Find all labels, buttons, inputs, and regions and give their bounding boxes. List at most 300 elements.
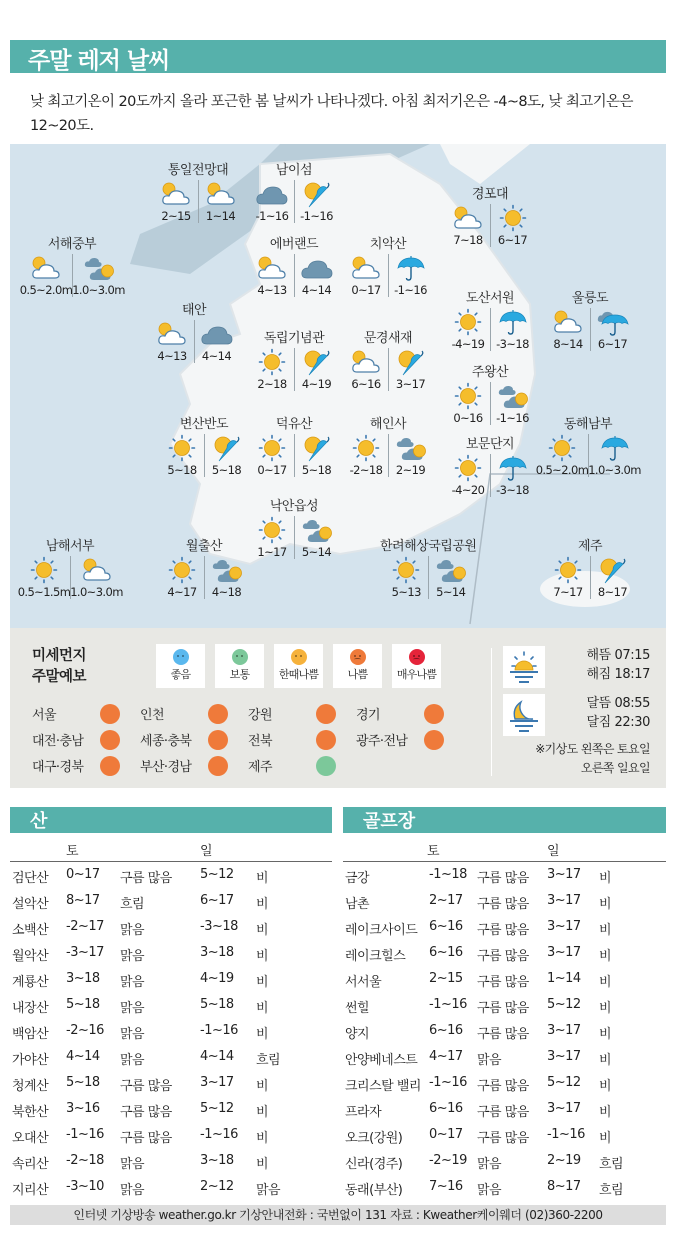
sun-icon xyxy=(27,556,61,584)
sat-weather: 구름 많음 xyxy=(477,923,529,938)
sat-weather: 맑음 xyxy=(120,1053,145,1068)
sun-temp: 3~18 xyxy=(200,945,234,960)
umbrella-icon xyxy=(496,454,530,482)
spot-temp-sat: 7~18 xyxy=(453,233,483,247)
weather-map xyxy=(10,144,666,628)
clouds-sun-icon xyxy=(210,556,244,584)
spot-name: 에버랜드 xyxy=(269,237,319,252)
sat-weather: 구름 많음 xyxy=(120,1105,172,1120)
sat-weather: 맑음 xyxy=(477,1053,502,1068)
table-row xyxy=(10,992,332,1018)
sun-temp: -1~16 xyxy=(200,1127,238,1142)
partly-cloudy-icon xyxy=(551,308,585,336)
sat-temp: 4~14 xyxy=(66,1049,100,1064)
neutral-face-icon xyxy=(232,649,248,665)
spot-temp-sun: 6~17 xyxy=(597,337,628,351)
sun-weather: 비 xyxy=(256,1001,269,1016)
sun-icon xyxy=(165,556,199,584)
location-name: 썬힐 xyxy=(345,1001,370,1016)
location-name: 내장산 xyxy=(12,1001,49,1016)
sun-icon xyxy=(496,204,530,232)
sad-face-icon xyxy=(100,756,120,776)
spot-temp-sat: 5~18 xyxy=(167,463,197,477)
location-name: 계룡산 xyxy=(12,975,49,990)
neutral-face-icon xyxy=(316,756,336,776)
cloud-umbrella-icon xyxy=(596,308,630,336)
spot-temp-sat: 7~17 xyxy=(553,585,583,599)
spot-temp-sat: -2~18 xyxy=(349,463,383,477)
sat-temp: -1~16 xyxy=(66,1127,104,1142)
divider xyxy=(491,648,492,776)
page-title-bar xyxy=(10,40,666,73)
region-name: 광주·전남 xyxy=(356,734,408,749)
table-row xyxy=(10,888,332,914)
sun-temp: 2~12 xyxy=(200,1179,234,1194)
sad-face-icon xyxy=(208,704,228,724)
sun-icon xyxy=(451,308,485,336)
sun-umbrella-icon xyxy=(596,556,630,584)
sun-weather: 비 xyxy=(599,1001,612,1016)
table-row xyxy=(343,1148,666,1174)
spot-name: 남해서부 xyxy=(45,539,95,554)
sun-temp: 3~17 xyxy=(547,893,581,908)
spot-temp-sun: 4~14 xyxy=(201,349,232,363)
spot-name: 경포대 xyxy=(471,187,509,202)
sat-temp: 0~17 xyxy=(429,1127,463,1142)
sun-weather: 비 xyxy=(599,1131,612,1146)
spot-temp-sat: 8~14 xyxy=(553,337,583,351)
sad-face-icon xyxy=(208,730,228,750)
spot-temp-sat: 4~17 xyxy=(167,585,197,599)
spot-name: 치악산 xyxy=(369,237,407,252)
spot-temp-sat: 2~15 xyxy=(161,209,191,223)
table-row xyxy=(10,1148,332,1174)
sun-weather: 비 xyxy=(256,923,269,938)
spot-name: 서해중부 xyxy=(47,237,97,252)
map-spot xyxy=(250,498,338,559)
sunset-time: 해짐 18:17 xyxy=(586,667,650,682)
sun-temp: 5~18 xyxy=(200,997,234,1012)
spot-temp-sun: -1~16 xyxy=(300,209,333,223)
location-name: 크리스탈 밸리 xyxy=(345,1079,421,1094)
map-spot xyxy=(536,416,640,477)
sun-umbrella-icon xyxy=(394,348,428,376)
neutral-face-icon xyxy=(291,649,307,665)
location-name: 가야산 xyxy=(12,1053,49,1068)
sat-weather: 맑음 xyxy=(477,1157,502,1172)
sat-weather: 맑음 xyxy=(477,1183,502,1198)
map-spot xyxy=(154,162,242,223)
table-row xyxy=(10,1174,332,1200)
spot-temp-sat: -4~19 xyxy=(451,337,485,351)
location-name: 지리산 xyxy=(12,1183,49,1198)
sun-temp: 3~18 xyxy=(200,1153,234,1168)
page-title: 주말 레저 날씨 xyxy=(28,48,170,74)
spot-name: 주왕산 xyxy=(471,365,509,380)
sun-weather: 비 xyxy=(599,1027,612,1042)
spot-temp-sat: 6~16 xyxy=(351,377,381,391)
sun-temp: 5~12 xyxy=(200,867,234,882)
map-spot xyxy=(150,302,238,363)
sun-weather: 비 xyxy=(256,1105,269,1120)
sun-temp: 5~12 xyxy=(547,1075,581,1090)
clouds-sun-icon xyxy=(300,516,334,544)
location-name: 오크(강원) xyxy=(345,1131,403,1146)
legend-sometimes-bad xyxy=(274,644,323,688)
overcast-cloud-icon xyxy=(300,254,334,282)
sat-weather: 흐림 xyxy=(120,897,145,912)
table-row xyxy=(343,966,666,992)
sat-weather: 맑음 xyxy=(120,1027,145,1042)
sun-umbrella-icon xyxy=(300,348,334,376)
partly-cloudy-icon xyxy=(451,204,485,232)
table-row xyxy=(10,940,332,966)
sad-face-icon xyxy=(100,730,120,750)
fine-dust-panel xyxy=(10,628,666,788)
sad-face-icon xyxy=(316,704,336,724)
golf-table xyxy=(343,836,666,1200)
mountains-title: 산 xyxy=(30,811,48,832)
spot-temp-sat: 2~18 xyxy=(257,377,287,391)
sat-weather: 구름 많음 xyxy=(477,1079,529,1094)
table-row xyxy=(343,1070,666,1096)
location-name: 안양베네스트 xyxy=(345,1053,418,1068)
sun-weather: 비 xyxy=(599,1053,612,1068)
region-name: 인천 xyxy=(140,708,164,723)
map-spot xyxy=(250,236,338,297)
spot-temp-sun: -1~16 xyxy=(394,283,427,297)
table-row xyxy=(10,966,332,992)
spot-temp-sat: 5~13 xyxy=(391,585,421,599)
sun-temp: 4~14 xyxy=(200,1049,234,1064)
table-row xyxy=(343,1174,666,1200)
spot-temp-sun: 5~18 xyxy=(211,463,242,477)
spot-name: 한려해상국립공원 xyxy=(380,539,477,554)
sat-weather: 맑음 xyxy=(120,923,145,938)
sad-face-icon xyxy=(208,756,228,776)
location-name: 신라(경주) xyxy=(345,1157,403,1172)
map-spot xyxy=(160,538,248,599)
spot-temp-sun: 6~17 xyxy=(497,233,528,247)
spot-name: 울릉도 xyxy=(571,291,609,306)
location-name: 백암산 xyxy=(12,1027,49,1042)
sun-icon xyxy=(451,382,485,410)
overcast-cloud-icon xyxy=(255,180,289,208)
sun-weather: 비 xyxy=(256,897,269,912)
sat-temp: 5~18 xyxy=(66,997,100,1012)
spot-temp-sun: 1~14 xyxy=(205,209,236,223)
sad-face-icon xyxy=(424,704,444,724)
sun-times xyxy=(580,646,650,684)
table-row xyxy=(10,1070,332,1096)
sat-temp: 7~16 xyxy=(429,1179,463,1194)
sun-temp: 6~17 xyxy=(200,893,234,908)
sun-umbrella-icon xyxy=(300,180,334,208)
spot-name: 남이섬 xyxy=(275,163,313,178)
sun-temp: 3~17 xyxy=(547,1023,581,1038)
map-spot xyxy=(446,436,534,497)
sat-temp: 2~17 xyxy=(429,893,463,908)
spot-name: 낙안읍성 xyxy=(269,499,319,514)
fine-dust-title-line1: 미세먼지 xyxy=(32,648,87,664)
sun-icon xyxy=(349,434,383,462)
sun-temp: 3~17 xyxy=(547,919,581,934)
sat-weather: 구름 많음 xyxy=(477,1131,529,1146)
sun-icon xyxy=(551,556,585,584)
partly-cloudy-icon xyxy=(155,320,189,348)
location-name: 서서울 xyxy=(345,975,382,990)
table-row xyxy=(343,1044,666,1070)
sun-temp: -1~16 xyxy=(547,1127,585,1142)
location-name: 양지 xyxy=(345,1027,370,1042)
spot-temp-sun: 5~18 xyxy=(301,463,332,477)
partly-cloudy-icon xyxy=(255,254,289,282)
spot-temp-sat: 4~13 xyxy=(257,283,287,297)
sun-icon xyxy=(255,348,289,376)
map-spot xyxy=(446,290,534,351)
spot-wave-sat: 0.5~2.0m xyxy=(535,463,589,477)
table-row xyxy=(343,914,666,940)
spot-temp-sun: -1~16 xyxy=(496,411,529,425)
col-sunday: 일 xyxy=(547,844,560,859)
clouds-sun-icon xyxy=(496,382,530,410)
legend-label: 나쁨 xyxy=(347,668,368,681)
map-spot xyxy=(344,236,432,297)
clouds-sun-icon xyxy=(394,434,428,462)
map-spot xyxy=(546,290,634,351)
sat-weather: 맑음 xyxy=(120,949,145,964)
sun-weather: 맑음 xyxy=(256,1183,281,1198)
location-name: 검단산 xyxy=(12,871,49,886)
spot-temp-sun: 5~14 xyxy=(301,545,332,559)
sun-temp: 3~17 xyxy=(547,1101,581,1116)
spot-temp-sat: -4~20 xyxy=(451,483,485,497)
sat-temp: 6~16 xyxy=(429,945,463,960)
legend-label: 한때나쁨 xyxy=(278,668,319,681)
map-note xyxy=(510,740,650,778)
location-name: 프라자 xyxy=(345,1105,382,1120)
table-row xyxy=(343,1018,666,1044)
location-name: 속리산 xyxy=(12,1157,49,1172)
sad-face-icon xyxy=(424,730,444,750)
sat-temp: -3~10 xyxy=(66,1179,104,1194)
umbrella-icon xyxy=(496,308,530,336)
table-row xyxy=(343,1096,666,1122)
spot-temp-sat: 0~17 xyxy=(351,283,381,297)
spot-temp-sat: 0~16 xyxy=(453,411,483,425)
sat-temp: 6~16 xyxy=(429,1023,463,1038)
region-name: 대전·충남 xyxy=(32,734,84,749)
spot-wave-sun: 1.0~3.0m xyxy=(70,585,123,599)
clouds-sun-icon xyxy=(434,556,468,584)
region-name: 전북 xyxy=(248,734,272,749)
sun-icon xyxy=(255,434,289,462)
map-spot xyxy=(250,416,338,477)
spot-temp-sun: 3~17 xyxy=(395,377,426,391)
location-name: 설악산 xyxy=(12,897,49,912)
spot-temp-sun: -3~18 xyxy=(496,337,529,351)
sun-temp: 3~17 xyxy=(200,1075,234,1090)
spot-name: 덕유산 xyxy=(275,417,313,432)
sat-weather: 구름 많음 xyxy=(477,1027,529,1042)
sun-umbrella-icon xyxy=(210,434,244,462)
sun-weather: 비 xyxy=(599,923,612,938)
spot-name: 도산서원 xyxy=(465,291,515,306)
spot-temp-sun: 5~14 xyxy=(436,585,466,599)
spot-name: 보문단지 xyxy=(465,437,515,452)
sat-weather: 구름 많음 xyxy=(477,1001,529,1016)
sat-temp: -2~19 xyxy=(429,1153,467,1168)
sat-weather: 맑음 xyxy=(120,1001,145,1016)
table-row xyxy=(343,992,666,1018)
sun-icon xyxy=(545,434,579,462)
sat-temp: -1~18 xyxy=(429,867,467,882)
location-name: 남촌 xyxy=(345,897,370,912)
sun-icon xyxy=(255,516,289,544)
location-name: 레이크사이드 xyxy=(345,923,418,938)
happy-face-icon xyxy=(173,649,189,665)
moonrise-icon xyxy=(503,694,545,736)
partly-cloudy-icon xyxy=(349,254,383,282)
sat-temp: 0~17 xyxy=(66,867,100,882)
moonrise-time: 달뜸 08:55 xyxy=(586,696,650,711)
map-spot xyxy=(250,330,338,391)
spot-temp-sat: 0~17 xyxy=(257,463,287,477)
sat-temp: 2~15 xyxy=(429,971,463,986)
sat-weather: 구름 많음 xyxy=(477,1105,529,1120)
sun-temp: 3~17 xyxy=(547,867,581,882)
spot-temp-sat: 4~13 xyxy=(157,349,187,363)
sun-weather: 비 xyxy=(256,949,269,964)
partly-cloudy-icon xyxy=(29,254,63,282)
table-row xyxy=(343,862,666,888)
table-row xyxy=(10,862,332,888)
sun-weather: 비 xyxy=(256,1079,269,1094)
sun-weather: 비 xyxy=(256,871,269,886)
sat-temp: 8~17 xyxy=(66,893,100,908)
table-row xyxy=(343,1122,666,1148)
sun-temp: 8~17 xyxy=(547,1179,581,1194)
location-name: 청계산 xyxy=(12,1079,49,1094)
sun-weather: 비 xyxy=(599,949,612,964)
sun-temp: 2~19 xyxy=(547,1153,581,1168)
table-row xyxy=(10,1096,332,1122)
spot-name: 문경새재 xyxy=(363,331,413,346)
partly-cloudy-icon xyxy=(80,556,114,584)
sat-temp: -2~17 xyxy=(66,919,104,934)
weather-summary: 낮 최고기온이 20도까지 올라 포근한 봄 날씨가 나타나겠다. 아침 최저기온은 -4~8도, 낮 최고기온은 12~20도. xyxy=(30,94,633,134)
moonset-time: 달짐 22:30 xyxy=(586,715,650,730)
sun-weather: 비 xyxy=(256,1027,269,1042)
sun-temp: 5~12 xyxy=(200,1101,234,1116)
fine-dust-title xyxy=(32,646,86,688)
region-name: 부산·경남 xyxy=(140,760,192,775)
location-name: 동래(부산) xyxy=(345,1183,403,1198)
legend-label: 좋음 xyxy=(170,668,191,681)
sat-weather: 구름 많음 xyxy=(120,1079,172,1094)
spot-wave-sat: 0.5~2.0m xyxy=(19,283,73,297)
location-name: 레이크힐스 xyxy=(345,949,406,964)
sat-weather: 맑음 xyxy=(120,975,145,990)
note-line2: 오른쪽 일요일 xyxy=(580,761,650,775)
sun-temp: 1~14 xyxy=(547,971,581,986)
sat-weather: 구름 많음 xyxy=(477,975,529,990)
sun-temp: -1~16 xyxy=(200,1023,238,1038)
table-row xyxy=(10,1044,332,1070)
sat-weather: 구름 많음 xyxy=(477,897,529,912)
legend-label: 매우나쁨 xyxy=(396,668,437,681)
sun-temp: 4~19 xyxy=(200,971,234,986)
golf-header xyxy=(343,807,666,833)
sun-weather: 비 xyxy=(256,975,269,990)
legend-label: 보통 xyxy=(229,668,250,681)
location-name: 오대산 xyxy=(12,1131,49,1146)
spot-temp-sun: 4~14 xyxy=(301,283,332,297)
legend-very-bad xyxy=(392,644,441,688)
sun-weather: 비 xyxy=(599,871,612,886)
sad-face-icon xyxy=(350,649,366,665)
spot-temp-sun: 8~17 xyxy=(597,585,628,599)
spot-name: 통일전망대 xyxy=(167,163,229,178)
sun-temp: -3~18 xyxy=(200,919,238,934)
sun-umbrella-icon xyxy=(300,434,334,462)
sun-temp: 5~12 xyxy=(547,997,581,1012)
legend-bad xyxy=(333,644,382,688)
sat-temp: -2~16 xyxy=(66,1023,104,1038)
sunrise-icon xyxy=(503,646,545,688)
partly-cloudy-icon xyxy=(349,348,383,376)
location-name: 소백산 xyxy=(12,923,49,938)
region-name: 세종·충북 xyxy=(140,734,192,749)
map-spot xyxy=(160,416,248,477)
spot-name: 변산반도 xyxy=(179,417,229,432)
sad-face-icon xyxy=(100,704,120,724)
spot-temp-sun: -3~18 xyxy=(496,483,529,497)
table-row xyxy=(10,914,332,940)
overcast-cloud-icon xyxy=(200,320,234,348)
map-spot xyxy=(250,162,338,223)
sun-weather: 비 xyxy=(599,1105,612,1120)
sad-face-icon xyxy=(316,730,336,750)
spot-wave-sat: 0.5~1.5m xyxy=(17,585,71,599)
col-sunday: 일 xyxy=(200,844,213,859)
spot-temp-sat: 1~17 xyxy=(257,545,287,559)
region-name: 대구·경북 xyxy=(32,760,84,775)
mountains-header xyxy=(10,807,332,833)
location-name: 북한산 xyxy=(12,1105,49,1120)
sun-icon xyxy=(165,434,199,462)
region-name: 서울 xyxy=(32,708,56,723)
sun-weather: 비 xyxy=(256,1157,269,1172)
sun-icon xyxy=(389,556,423,584)
table-row xyxy=(343,888,666,914)
sun-icon xyxy=(451,454,485,482)
map-spot xyxy=(344,416,432,477)
spot-name: 독립기념관 xyxy=(263,331,325,346)
sun-weather: 흐림 xyxy=(256,1053,281,1068)
legend-good xyxy=(156,644,205,688)
sat-temp: 3~18 xyxy=(66,971,100,986)
spot-name: 동해남부 xyxy=(563,417,613,432)
location-name: 금강 xyxy=(345,871,370,886)
sun-weather: 흐림 xyxy=(599,1183,624,1198)
umbrella-icon xyxy=(598,434,632,462)
fine-dust-title-line2: 주말예보 xyxy=(32,669,87,685)
spot-temp-sun: 4~18 xyxy=(211,585,242,599)
footer-credits: 인터넷 기상방송 weather.go.kr 기상안내전화 : 국번없이 131 자료 : Kweather케이웨더 (02)360-2200 xyxy=(10,1205,666,1225)
sun-weather: 흐림 xyxy=(599,1157,624,1172)
sat-temp: 4~17 xyxy=(429,1049,463,1064)
